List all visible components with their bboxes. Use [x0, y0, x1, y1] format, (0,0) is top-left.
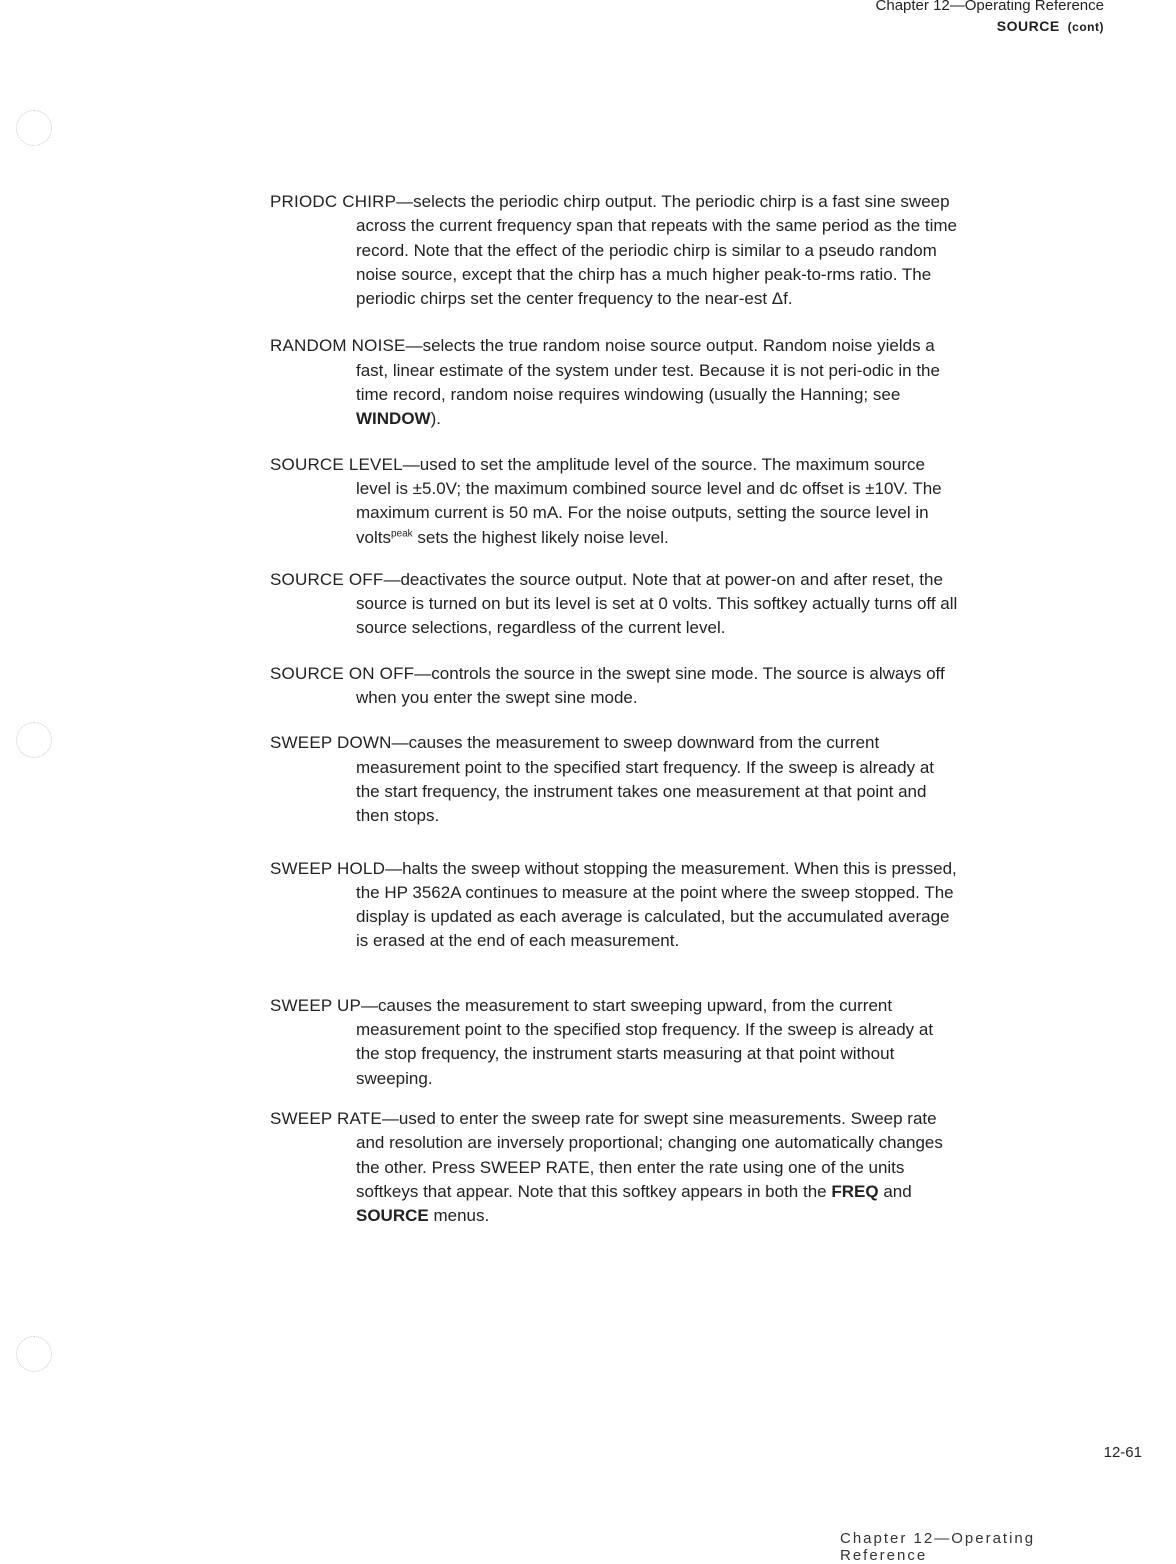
- definition-entry: [270, 731, 960, 828]
- entry-text: —causes the measurement to start sweeping upward, from the current measurement point to the specified stop frequency. If the sweep is already at the stop frequency, the instrument starts measuring at that point without sweeping.: [356, 995, 934, 1088]
- entry-text: and: [878, 1181, 912, 1201]
- section-name: SOURCE: [996, 18, 1060, 34]
- entry-text: —causes the measurement to sweep downward from the current measurement point to the specified start frequency. If the sweep is already at the start frequency, the instrument takes one measurement at that point and then stops.: [356, 733, 934, 826]
- definition-entry: [270, 568, 960, 641]
- entry-term: SWEEP HOLD: [270, 858, 386, 878]
- definition-entry: [270, 994, 960, 1091]
- definition-entry: [270, 453, 960, 550]
- section-suffix: (cont): [1067, 20, 1104, 34]
- entry-text: —controls the source in the swept sine mode. The source is always off when you enter the swept sine mode.: [356, 663, 945, 708]
- definition-entry: [270, 857, 960, 954]
- entry-term: RANDOM NOISE: [270, 336, 406, 356]
- punch-hole-mark: [16, 1336, 52, 1372]
- entry-text: —deactivates the source output. Note that at power-on and after reset, the source is turned on but its level is set at 0 volts. This softkey actually turns off all source selections, regardless of the current level.: [356, 569, 958, 638]
- definition-entry: [270, 1107, 960, 1228]
- next-page-header-text: Chapter 12—Operating Reference: [840, 1530, 1036, 1564]
- entry-text: —selects the periodic chirp output. The periodic chirp is a fast sine sweep across the current frequency span that repeats with the same period as the time record. Note that the effect of the periodic chirp is similar to a pseudo random noise source, except that the chirp has a much higher peak-to-rms ratio. The periodic chirps set the center frequency to the near-est Δf.: [356, 192, 957, 309]
- entry-text: sets the highest likely noise level.: [412, 527, 669, 547]
- entry-text: —used to enter the sweep rate for swept sine measurements. Sweep rate and resolution are inversely proportional; changing one automatically changes the other. Press SWEEP RATE, then enter the rate using one of the units softkeys that appear. Note that this softkey appears in both the: [356, 1108, 943, 1201]
- entry-term: SOURCE ON OFF: [270, 663, 415, 683]
- entry-text: —used to set the amplitude level of the source. The maximum source level is ±5.0V; the maximum combined source level and dc offset is ±10V. The maximum current is 50 mA. For the noise outputs, setting the source level in volts: [356, 454, 942, 547]
- entry-superscript: peak: [390, 527, 413, 539]
- entry-text: menus.: [428, 1206, 490, 1226]
- definition-entry: [270, 190, 960, 311]
- entry-term: SOURCE LEVEL: [270, 454, 403, 474]
- entry-term: SOURCE OFF: [270, 569, 384, 589]
- entry-key-reference: SOURCE: [356, 1206, 429, 1226]
- chapter-title: Chapter 12—Operating Reference: [875, 0, 1104, 14]
- definition-entry: [270, 662, 960, 711]
- entry-key-reference: FREQ: [831, 1181, 879, 1201]
- punch-hole-mark: [16, 722, 52, 758]
- next-page-header-fragment: [840, 1530, 1060, 1564]
- softkey-definitions: [270, 190, 960, 1228]
- entry-term: PRIODC CHIRP: [270, 192, 397, 211]
- entry-term: SWEEP RATE: [270, 1108, 382, 1128]
- section-title: [876, 16, 1104, 37]
- entry-text: —halts the sweep without stopping the measurement. When this is pressed, the HP 3562A continues to measure at the point where the sweep stopped. The display is updated as each average is calculated, but the accumulated average is erased at the end of each measurement.: [356, 858, 957, 951]
- punch-hole-mark: [16, 110, 52, 146]
- definition-entry: [270, 334, 960, 431]
- entry-term: SWEEP UP: [270, 995, 362, 1015]
- entry-text: ).: [430, 409, 441, 429]
- entry-key-reference: WINDOW: [356, 409, 431, 429]
- running-header: [876, 0, 1104, 37]
- page-number: 12-61: [1103, 1444, 1142, 1461]
- entry-text: —selects the true random noise source output. Random noise yields a fast, linear estimate of the system under test. Because it is not peri-odic in the time record, random noise requires windowing (usually the Hanning; see: [356, 336, 940, 405]
- entry-term: SWEEP DOWN: [270, 733, 392, 753]
